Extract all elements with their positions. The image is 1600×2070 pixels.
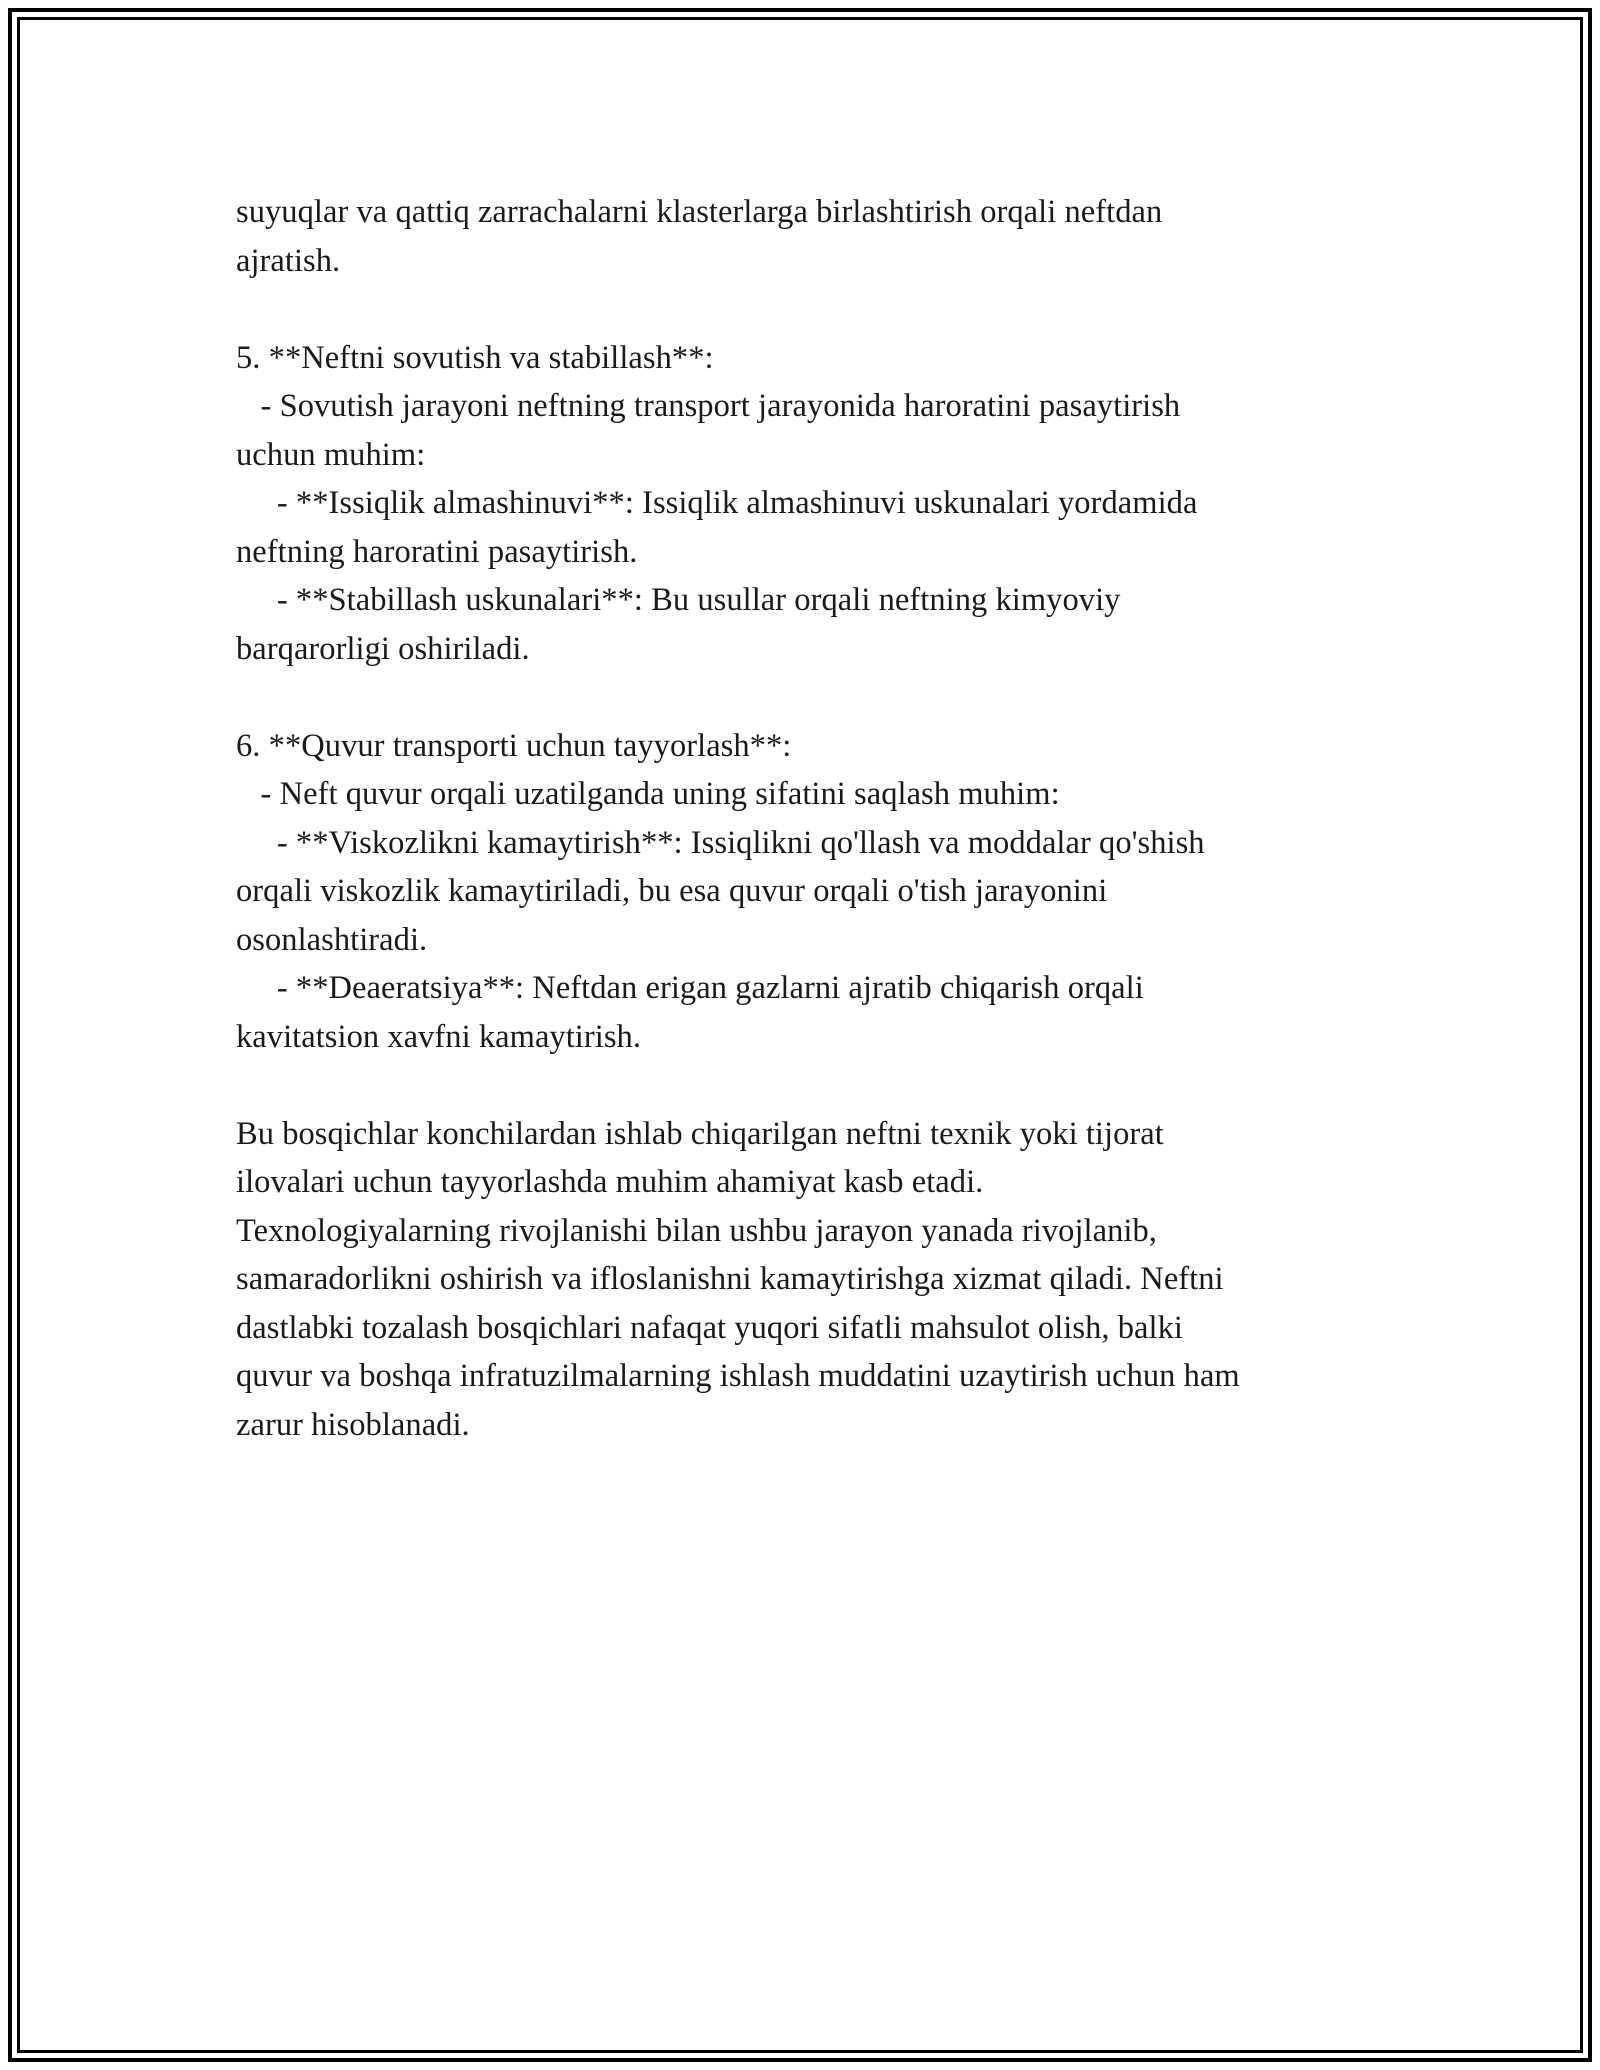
text-line: osonlashtiradi. [236,921,428,958]
text-line: uchun muhim: [236,436,426,473]
conclusion-line: zarur hisoblanadi. [236,1406,470,1443]
document-body [236,188,1386,1449]
conclusion-line: dastlabki tozalash bosqichlari nafaqat yuqori sifatli mahsulot olish, balki [236,1309,1183,1346]
text-line: ajratish. [236,242,341,279]
conclusion-line: samaradorlikni oshirish va ifloslanishni kamaytirishga xizmat qiladi. Neftni [236,1261,1224,1297]
blank-line [236,673,1386,722]
text-line: neftning haroratini pasaytirish. [236,533,638,570]
conclusion-line: quvur va boshqa infratuzilmalarning ishlash muddatini uzaytirish uchun ham [236,1358,1240,1394]
conclusion-line: Bu bosqichlar konchilardan ishlab chiqarilgan neftni texnik yoki tijorat [236,1115,1164,1152]
blank-line [236,1061,1386,1110]
text-line: kavitatsion xavfni kamaytirish. [236,1018,642,1055]
conclusion-line: ilovalari uchun tayyorlashda muhim ahamiyat kasb etadi. [236,1164,984,1200]
blank-line [236,285,1386,334]
sub-list-item: - **Deaeratsiya**: Neftdan erigan gazlarni ajratib chiqarish orqali [236,970,1144,1006]
conclusion-line: Texnologiyalarning rivojlanishi bilan ushbu jarayon yanada rivojlanib, [236,1212,1157,1249]
list-item: - Neft quvur orqali uzatilganda uning sifatini saqlash muhim: [236,776,1060,812]
sub-list-item: - **Stabillash uskunalari**: Bu usullar orqali neftning kimyoviy [236,582,1121,618]
sub-list-item: - **Issiqlik almashinuvi**: Issiqlik almashinuvi uskunalari yordamida [236,485,1198,521]
text-line: barqarorligi oshiriladi. [236,630,530,667]
section-heading-5: 5. **Neftni sovutish va stabillash**: [236,339,714,376]
text-line: orqali viskozlik kamaytiriladi, bu esa quvur orqali o'tish jarayonini [236,873,1108,909]
text-line: suyuqlar va qattiq zarrachalarni klasterlarga birlashtirish orqali neftdan [236,194,1163,230]
section-heading-6: 6. **Quvur transporti uchun tayyorlash**: [236,727,792,764]
list-item: - Sovutish jarayoni neftning transport jarayonida haroratini pasaytirish [236,388,1181,424]
sub-list-item: - **Viskozlikni kamaytirish**: Issiqlikni qo'llash va moddalar qo'shish [236,824,1205,861]
